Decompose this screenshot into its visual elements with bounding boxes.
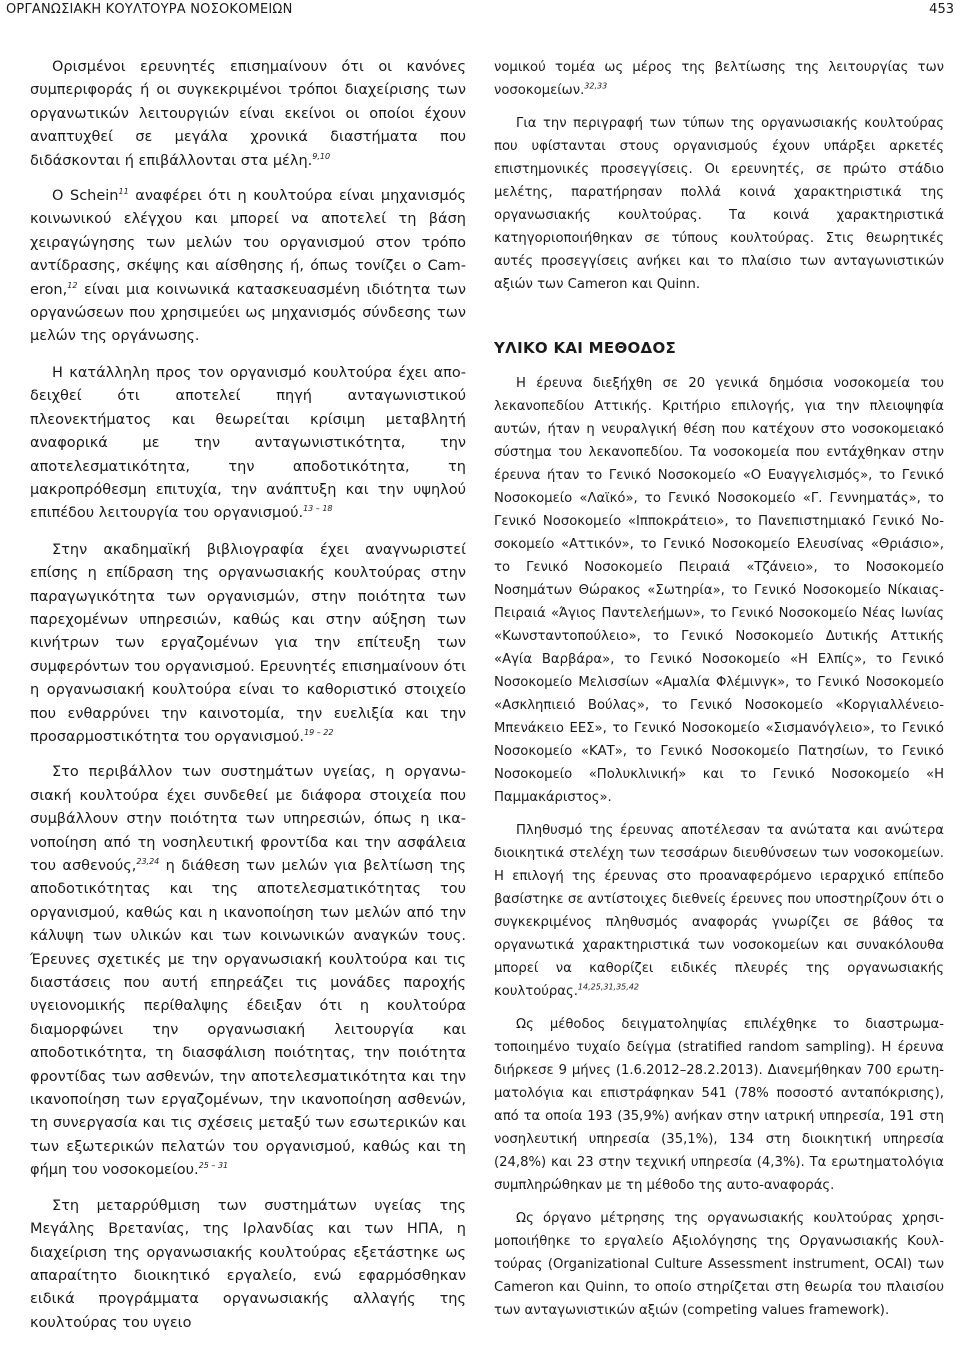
citation: 25 – 31: [198, 1161, 229, 1171]
paragraph: Ο Schein$^{11}$ αναφέρει ότι η κουλτούρα είναι μηχανισμός κοινωνικού ελέγχου και μπορεί να αποτελεί τη βάση χειραγώγησης των μελών του οργανισμού στον τρόπο αντίδρασης, σκέψης και αίσθησης ή, όπως τονίζει ο Cameron,$^{12}$ είναι μια κοινωνικά κατασκευασμένη ιδιότητα των οργανώσεων που χρησιμεύει ως μηχανισμός σύνδεσης των μελών της οργάνωσης.: [30, 187, 466, 345]
paragraph: Στη μεταρρύθμιση των συστημάτων υγείας της Μεγάλης Βρετανίας, της Ιρλανδίας και των ΗΠΑ, η διαχείριση της οργανωσιακής κουλτούρας εξετάστηκε ως απαραίτητο διοικητικό εργαλείο, ενώ εφαρμόσθηκαν ειδικά προγράμματα οργανωσιακής αλλαγής της κουλτούρας του υγειο: [30, 1197, 466, 1331]
running-title: ΟΡΓΑΝΩΣΙΑΚΗ ΚΟΥΛΤΟΥΡΑ ΝΟΣΟΚΟΜΕΙΩΝ: [6, 2, 293, 17]
paragraph: νομικού τομέα ως μέρος της βελτίωσης της λειτουργίας των νοσοκομείων.$^{32,33}$: [494, 60, 944, 98]
paragraph: Η κατάλληλη προς τον οργανισμό κουλτούρα έχει αποδειχθεί ότι αποτελεί πηγή ανταγωνιστικού πλεονεκτήματος και θεωρείται κρίσιμη μεταβλητή αναφορικά με την ανταγωνιστικότητα, την αποτελεσματικότητα, την αποδοτικότητα, τη μακροπρόθεσμη επιτυχία, την ανάπτυξη και την υψηλού επιπέδου λειτουργία του οργανισμού.$^{13 - 18}$: [30, 364, 466, 522]
right-column: [494, 56, 944, 1332]
citation: 32,33: [584, 81, 608, 91]
section-heading: ΥΛΙΚΟ ΚΑΙ ΜΕΘΟΔΟΣ: [494, 339, 677, 357]
citation: 13 – 18: [303, 504, 333, 514]
paragraph: Ορισμένοι ερευνητές επισημαίνουν ότι οι κανόνες συμπεριφοράς ή οι συγκεκριμένοι τρόποι διαχείρισης των οργανωτικών λειτουργιών είναι εκείνοι οι οποίοι έχουν αναπτυχθεί σε μεγάλα χρονικά διαστήματα που διδάσκονται ή επιβάλλονται στα μέλη.$^{9,10}$: [30, 59, 466, 169]
paragraph: Πληθυσμό της έρευνας αποτέλεσαν τα ανώτατα και ανώτερα διοικητικά στελέχη των τεσσάρων διευθύνσεων των νοσοκομείων. Η επιλογή της έρευνας στο προαναφερόμενο ιεραρχικό επίπεδο βασίστηκε σε αντίστοιχες διεθνείς έρευνες που υποστηρίζουν ότι ο συγκεκριμένος πληθυσμός αναφοράς γνωρίζει σε βάθος τα οργανωτικά χαρακτηριστικά των νοσοκομείων και συνακόλουθα μπορεί να καθορίζει ειδικές πλευρές της οργανωσιακής κουλτούρας.$^{14,25,31,35,42}$: [494, 823, 944, 999]
citation: 14,25,31,35,42: [577, 982, 639, 992]
paragraph: Η έρευνα διεξήχθη σε 20 γενικά δημόσια νοσοκομεία του λεκανοπεδίου Αττικής. Κριτήριο επιλογής, για την πλειοψηφία αυτών, ήταν η νευραλγική θέση που κατέχουν στο νοσοκομειακό σύστημα του λεκανοπεδίου. Τα νοσοκομεία που εντάχθηκαν στην έρευνα ήταν το Γενικό Νοσοκομείο «Ο Ευαγγελισμός», το Γενικό Νοσοκομείο «Λαϊκό», το Γενικό Νοσοκομείο «Γ. Γεννηματάς», το Γενικό Νοσοκομείο «Ιπποκράτειο», το Πανεπιστημιακό Γενικό Νοσοκομείο «Αττικόν», το Γενικό Νοσοκομείο Ελευσίνας «Θριάσιο», το Γενικό Νοσοκομείο Πειραιά «Τζάνειο», το Νοσοκομείο Νοσημάτων Θώρακος «Σωτηρία», το Γενικό Νοσοκομείο Νίκαιας-Πειραιά «Άγιος Παντελεήμων», το Γενικό Νοσοκομείο Νέας Ιωνίας «Κωνσταντοπούλειο», το Γενικό Νοσοκομείο Δυτικής Αττικής «Αγία Βαρβάρα», το Γενικό Νοσοκομείο «Η Ελπίς», το Γενικό Νοσοκομείο Μελισσίων «Αμαλία Φλέμινγκ», το Γενικό Νοσοκομείο «Ασκληπιειό Βούλας», το Γενικό Νοσοκομείο «Κοργιαλλένειο-Μπενάκειο ΕΕΣ», το Γενικό Νοσοκομείο «Σισμανόγλειο», το Γενικό Νοσοκομείο «ΚΑΤ», το Γενικό Νοσοκομείο Πατησίων, το Γενικό Νοσοκομείο «Πολυκλινική» και το Γενικό Νοσοκομείο «Η Παμμακάριστος».: [494, 376, 944, 805]
paragraph: Στην ακαδημαϊκή βιβλιογραφία έχει αναγνωριστεί επίσης η επίδραση της οργανωσιακής κουλτούρας στην παραγωγικότητα των οργανισμών, στην ποιότητα των παρεχομένων υπηρεσιών, καθώς και στην αύξηση των κινήτρων των εργαζομένων για την επίτευξη των συμφερόντων του οργανισμού. Ερευνητές επισημαίνουν ότι η οργανωσιακή κουλτούρα είναι το καθοριστικό στοιχείο που ενθαρρύνει την καινοτομία, την ευελιξία και την προσαρμοστικότητα του οργανισμού.$^{19 - 22}$: [30, 541, 466, 745]
page-number: 453: [929, 2, 954, 17]
running-header: [0, 0, 960, 22]
citation: 12: [67, 280, 78, 290]
citation: 19 – 22: [304, 728, 334, 738]
paragraph: Ως μέθοδος δειγματοληψίας επιλέχθηκε το διαστρωματοποιημένο τυχαίο δείγμα (stratified random sampling). Η έρευνα διήρκεσε 9 μήνες (1.6.2012–28.2.2013). Διανεμήθηκαν 700 ερωτηματολόγια και επιστράφηκαν 541 (78% ποσοστό ανταπόκρισης), από τα οποία 193 (35,9%) ανήκαν στην ιατρική υπηρεσία, 191 στη νοσηλευτική υπηρεσία (35,1%), 134 στη διοικητική υπηρεσία (24,8%) και 23 στην τεχνική υπηρεσία (4,3%). Τα ερωτηματολόγια συμπληρώθηκαν με τη μέθοδο της αυτο-αναφοράς.: [494, 1017, 944, 1193]
left-column: [30, 56, 466, 1335]
paragraph: Στο περιβάλλον των συστημάτων υγείας, η οργανωσιακή κουλτούρα έχει συνδεθεί με διάφορα στοιχεία που συμβάλλουν στην ποιότητα των υπηρεσιών, όπως η ικανοποίηση από τη νοσηλευτική φροντίδα και την ασφάλεια του ασθενούς,$^{23,24}$ η διάθεση των μελών για βελτίωση της αποδοτικότητας και της αποτελεσματικότητας του οργανισμού, καθώς και η ικανοποίηση των μελών από την κάλυψη των υλικών και των κοινωνικών αναγκών τους. Έρευνες σχετικές με την οργανωσιακή κουλτούρα και τις διαστάσεις που αυτή επηρεάζει τις μονάδες παροχής υγειονομικής περίθαλψης έδειξαν ότι η κουλτούρα διαμορφώνει την οργανωσιακή λειτουργία και αποδοτικότητα, τη διασφάλιση ποιότητας, την ποιότητα φροντίδας των ασθενών, την αποτελεσματικότητα και την ικανοποίηση των εργαζομένων, την ικανοποίηση ασθενών, τη συνεργασία και τις σχέσεις μεταξύ των εσωτερικών και των εξωτερικών πελατών του οργανισμού, καθώς και τη φήμη του νοσοκομείου.$^{25 - 31}$: [30, 764, 466, 1179]
paragraph: Ως όργανο μέτρησης της οργανωσιακής κουλτούρας χρησιμοποιήθηκε το εργαλείο Αξιολόγησης της Οργανωσιακής Κουλτούρας (Organizational Culture Assessment instrument, OCAI) των Cameron και Quinn, το οποίο στηρίζεται στη θεωρία του πλαισίου των ανταγωνιστικών αξιών (competing values framework).: [494, 1211, 944, 1318]
citation: 9,10: [312, 151, 331, 161]
paragraph: Για την περιγραφή των τύπων της οργανωσιακής κουλτούρας που υφίστανται στους οργανισμούς έχουν υπάρξει αρκετές επιστημονικές προσεγγίσεις. Οι ερευνητές, σε πρώτο στάδιο μελέτης, παρατήρησαν πολλά κοινά χαρακτηριστικά της οργανωσιακής κουλτούρας. Τα κοινά χαρακτηριστικά κατηγοριοποιήθηκαν σε τύπους κουλτούρας. Στις θεωρητικές αυτές προσεγγίσεις ανήκει και το πλαίσιο των ανταγωνιστικών αξιών των Cameron και Quinn.: [494, 116, 944, 292]
citation: 11: [118, 187, 129, 197]
citation: 23,24: [136, 857, 160, 867]
